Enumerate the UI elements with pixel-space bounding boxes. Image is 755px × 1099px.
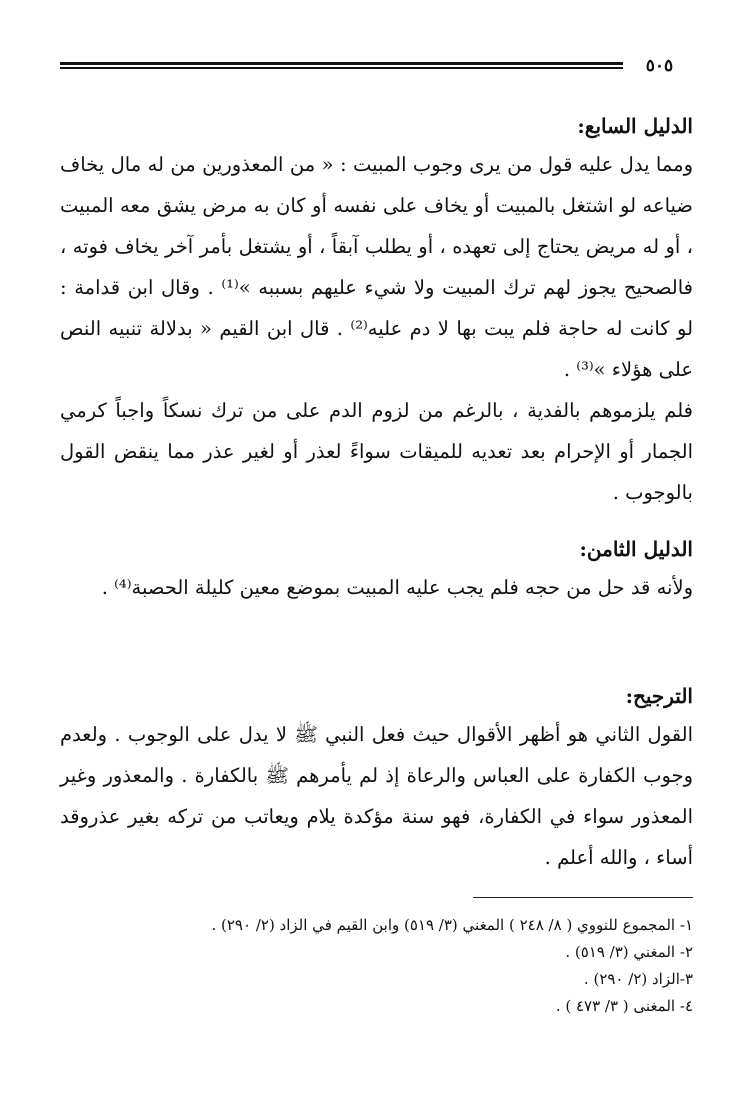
paragraph: فلم يلزموهم بالفدية ، بالرغم من لزوم الدم على من ترك نسكاً واجباً كرمي الجمار أو الإحرام بعد تعديه للميقات سواءً لعذر أو لغير عذر مما ينقض القول بالوجوب . (60, 399, 693, 504)
spacer (60, 513, 693, 531)
page-body (60, 108, 693, 878)
footnote-1: ١- المجموع للنووي ( ٨/ ٢٤٨ ) المغني (٣/ ٥١٩) وابن القيم في الزاد (٢/ ٢٩٠) . (211, 916, 693, 934)
header-rule-thin (60, 67, 623, 69)
page-number: ٥٠٥ (645, 56, 674, 76)
footnote-separator (473, 897, 693, 898)
footnotes (60, 912, 693, 1020)
footnote-3: ٣-الزاد (٢/ ٢٩٠) . (583, 970, 693, 988)
footnote-2: ٢- المغني (٣/ ٥١٩) . (565, 943, 693, 961)
page-header (60, 56, 693, 78)
paragraph: ولأنه قد حل من حجه فلم يجب عليه المبيت بموضع معين كليلة الحصبة⁽⁴⁾ . (101, 576, 693, 599)
section-heading-evidence-7: الدليل السابع: (577, 114, 693, 138)
footnote-4: ٤- المغنى ( ٣/ ٤٧٣ ) . (555, 997, 693, 1015)
paragraph: ومما يدل عليه قول من يرى وجوب المبيت : « من المعذورين من له مال يخاف ضياعه لو اشتغل بالمبيت أو يخاف على نفسه أو كان به مرض يشق معه المبيت ، أو له مريض يحتاج إلى تعهده ، أو يطلب آبقاً ، أو يشتغل بأمر آخر يخاف فوته ، فالصحيح يجوز لهم ترك المبيت ولا شيء عليهم بسببه »⁽¹⁾ . وقال ابن قدامة : لو كانت له حاجة فلم يبت بها لا دم عليه⁽²⁾ . قال ابن القيم « بدلالة تنبيه النص على هؤلاء »⁽³⁾ . (60, 153, 694, 381)
section-heading-preference: الترجيح: (625, 684, 693, 708)
header-rule-thick (60, 62, 623, 65)
spacer (60, 608, 693, 678)
paragraph: القول الثاني هو أظهر الأقوال حيث فعل النبي ﷺ لا يدل على الوجوب . ولعدم وجوب الكفارة على العباس والرعاة إذ لم يأمرهم ﷺ بالكفارة . والمعذور وغير المعذور سواء في الكفارة، فهو سنة مؤكدة يلام ويعاتب من تركه بغير عذروقد أساء ، والله أعلم . (60, 723, 693, 869)
section-heading-evidence-8: الدليل الثامن: (579, 537, 693, 561)
